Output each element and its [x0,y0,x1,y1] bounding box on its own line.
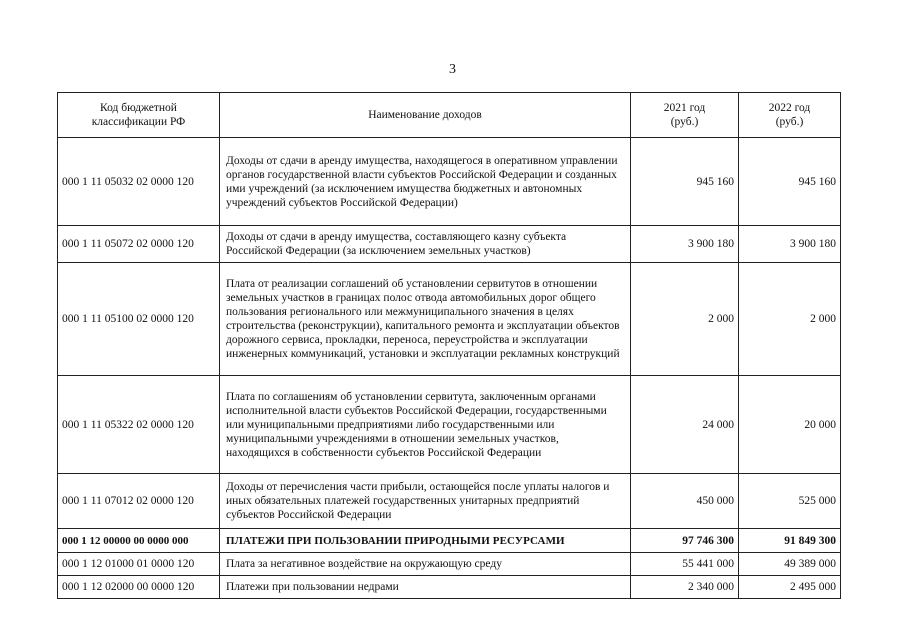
table-row [58,226,841,263]
header-revenue-name: Наименование доходов [220,93,631,138]
header-budget-code: Код бюджетной классификации РФ [58,93,220,138]
budget-code-cell: 000 1 12 02000 00 0000 120 [58,576,220,599]
amount-2022-cell: 49 389 000 [739,553,841,576]
revenue-name-cell: Платежи при пользовании недрами [220,576,631,599]
table-row [58,553,841,576]
revenue-name-cell: Плата за негативное воздействие на окружающую среду [220,553,631,576]
budget-code-cell: 000 1 11 07012 02 0000 120 [58,474,220,529]
amount-2022-cell: 91 849 300 [739,529,841,553]
amount-2021-cell: 3 900 180 [631,226,739,263]
amount-2021-cell: 24 000 [631,376,739,474]
table-row [58,576,841,599]
amount-2022-cell: 2 000 [739,263,841,376]
page-number: 3 [449,62,456,77]
budget-code-cell: 000 1 11 05322 02 0000 120 [58,376,220,474]
table-row [58,263,841,376]
table-row-section-total [58,529,841,553]
amount-2021-cell: 2 340 000 [631,576,739,599]
revenue-name-cell: Плата от реализации соглашений об установлении сервитутов в отношении земельных участков в границах полос отвода автомобильных дорог общего пользования регионального или межмуниципального значения в целях строительства (реконструкции), капитального ремонта и эксплуатации объектов дорожного сервиса, прокладки, переноса, переустройства и эксплуатации инженерных коммуникаций, установки и эксплуатации рекламных конструкций [220,263,631,376]
revenue-name-cell: ПЛАТЕЖИ ПРИ ПОЛЬЗОВАНИИ ПРИРОДНЫМИ РЕСУРСАМИ [220,529,631,553]
amount-2021-cell: 450 000 [631,474,739,529]
amount-2021-cell: 945 160 [631,138,739,226]
revenue-name-cell: Плата по соглашениям об установлении сервитута, заключенным органами исполнительной власти субъектов Российской Федерации, государственными или муниципальными предприятиями либо государственными или муниципальными учреждениями в отношении земельных участков, находящихся в собственности субъектов Российской Федерации [220,376,631,474]
table-row [58,138,841,226]
revenue-name-cell: Доходы от сдачи в аренду имущества, составляющего казну субъекта Российской Федерации (за исключением земельных участков) [220,226,631,263]
amount-2022-cell: 525 000 [739,474,841,529]
table-row [58,474,841,529]
revenue-name-cell: Доходы от перечисления части прибыли, остающейся после уплаты налогов и иных обязательных платежей государственных унитарных предприятий субъектов Российской Федерации [220,474,631,529]
amount-2022-cell: 20 000 [739,376,841,474]
budget-code-cell: 000 1 12 00000 00 0000 000 [58,529,220,553]
amount-2021-cell: 55 441 000 [631,553,739,576]
table-header-row [58,93,841,138]
budget-code-cell: 000 1 12 01000 01 0000 120 [58,553,220,576]
budget-code-cell: 000 1 11 05100 02 0000 120 [58,263,220,376]
amount-2021-cell: 2 000 [631,263,739,376]
amount-2021-cell: 97 746 300 [631,529,739,553]
header-year-2022: 2022 год (руб.) [739,93,841,138]
amount-2022-cell: 2 495 000 [739,576,841,599]
budget-code-cell: 000 1 11 05032 02 0000 120 [58,138,220,226]
amount-2022-cell: 3 900 180 [739,226,841,263]
amount-2022-cell: 945 160 [739,138,841,226]
revenue-name-cell: Доходы от сдачи в аренду имущества, находящегося в оперативном управлении органов государственной власти субъектов Российской Федерации и созданных ими учреждений (за исключением имущества бюджетных и автономных учреждений субъектов Российской Федерации) [220,138,631,226]
budget-code-cell: 000 1 11 05072 02 0000 120 [58,226,220,263]
header-year-2021: 2021 год (руб.) [631,93,739,138]
table-row [58,376,841,474]
revenue-table [57,92,841,599]
